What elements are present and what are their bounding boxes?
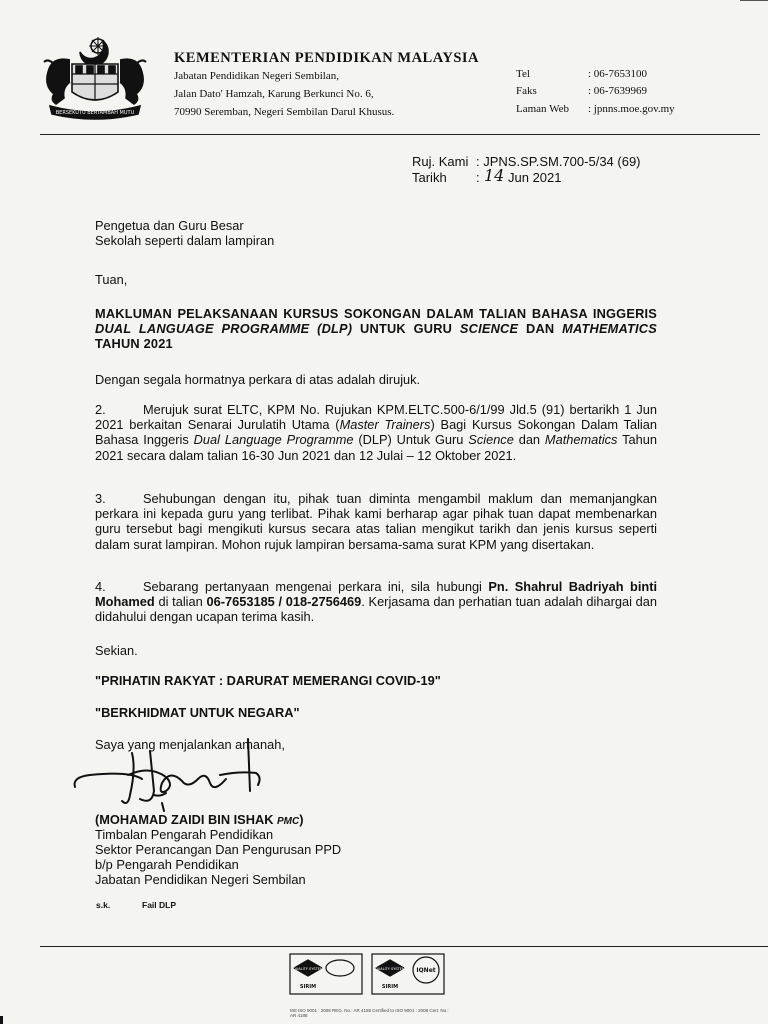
cert-caption: MS ISO 9001 : 2008 REG. No.: AR 4188 Certified to ISO 9001 : 2008 Cert. No.: AR 4188 (290, 1008, 449, 1018)
signatory-name-text: (MOHAMAD ZAIDI BIN ISHAK (95, 812, 277, 827)
paragraph-4-e: . Kerjasama dan perhatian tuan adalah dihargai dan didahului dengan ucapan terima kasih. (95, 594, 657, 625)
cert-text-sirim-1: SIRIM (299, 984, 317, 990)
paragraph-3-number: 3. (95, 491, 106, 506)
paragraph-2 (95, 402, 657, 463)
paragraph-2-b: Master Trainers (339, 417, 431, 433)
subject-part-5: DAN (518, 321, 563, 337)
paragraph-2-f: Science (468, 432, 514, 448)
paragraph-4-c: di talian (154, 594, 207, 610)
subject-heading (95, 306, 657, 352)
website-label: Laman Web (516, 103, 569, 115)
date-month-year: Jun 2021 (508, 170, 562, 185)
tel-label: Tel (516, 68, 530, 80)
paragraph-2-a: Merujuk surat ELTC, KPM No. Rujukan KPM.ELTC.500-6/1/99 Jld.5 (91) bertarikh 1 Jun 2021 berkaitan Senarai Jurulatih Utama ( (95, 402, 657, 433)
reference-label: Ruj. Kami (412, 154, 469, 169)
signatory-title-4: Jabatan Pendidikan Negeri Sembilan (95, 872, 306, 887)
subject-part-7: TAHUN 2021 (95, 336, 173, 352)
crest-motto: BERSEKUTU BERTAMBAH MUTU (55, 110, 135, 116)
salutation: Tuan, (95, 272, 128, 287)
recipient-line-1: Pengetua dan Guru Besar (95, 218, 244, 233)
opening-line: Dengan segala hormatnya perkara di atas adalah dirujuk. (95, 372, 421, 387)
signatory-honorific: PMC (277, 816, 300, 827)
address-line-3: 70990 Seremban, Negeri Sembilan Darul Khusus. (174, 106, 395, 118)
paragraph-2-c: ) Bagi Kursus Sokongan Dalam Talian Bahasa Inggeris (95, 417, 657, 448)
subject-part-2: DUAL LANGUAGE PROGRAMME (DLP) (95, 321, 353, 337)
address-line-1: Jabatan Pendidikan Negeri Sembilan, (174, 70, 339, 82)
paragraph-3 (95, 491, 657, 552)
website-value: : jpnns.moe.gov.my (588, 103, 675, 115)
paragraph-2-i: Tahun 2021 secara dalam talian 16-30 Jun 2021 dan 12 Julai – 12 Oktober 2021. (95, 432, 657, 463)
iso-certification-logos-icon (288, 950, 446, 1012)
recipient-line-2: Sekolah seperti dalam lampiran (95, 233, 275, 248)
cert-text-quality-1: QUALITY SYSTEM (292, 967, 324, 971)
cc-value: Fail DLP (142, 900, 177, 910)
slogan-berkhidmat: "BERKHIDMAT UNTUK NEGARA" (95, 705, 300, 720)
scan-edge-line (740, 0, 768, 1)
scan-edge-mark (0, 1016, 3, 1024)
subject-part-6: MATHEMATICS (562, 321, 657, 337)
signatory-title-3: b/p Pengarah Pendidikan (95, 857, 239, 872)
paragraph-2-g: dan (513, 432, 545, 448)
paragraph-3-text: Sehubungan dengan itu, pihak tuan diminta mengambil maklum dan memanjangkan perkara ini kepada guru yang terlibat. Pihak kami berharap agar pihak tuan dapat membenarkan guru tersebut bagi mengikuti kursus secara atas talian mengikut tarikh dan jenis kursus seperti dalam surat lampiran. Mohon rujuk lampiran bersama-sama surat KPM yang disertakan. (95, 491, 657, 552)
paragraph-2-h: Mathematics (544, 432, 618, 448)
cc-label: s.k. (96, 900, 111, 910)
paragraph-2-e: (DLP) Untuk Guru (353, 432, 469, 448)
paragraph-4 (95, 579, 657, 625)
cert-text-quality-2: QUALITY SYSTEM (374, 967, 406, 971)
subject-part-3: UNTUK GURU (352, 321, 460, 337)
address-line-2: Jalan Dato' Hamzah, Karung Berkunci No. 6, (174, 88, 374, 100)
reference-value: : JPNS.SP.SM.700-5/34 (69) (476, 154, 641, 169)
cert-text-iqnet: IQNet (416, 967, 436, 974)
paragraph-2-number: 2. (95, 402, 106, 417)
fax-value: : 06-7639969 (588, 85, 647, 97)
fax-label: Faks (516, 85, 537, 97)
signatory-title-1: Timbalan Pengarah Pendidikan (95, 827, 274, 842)
paragraph-4-a: Sebarang pertanyaan mengenai perkara ini, sila hubungi (143, 579, 489, 594)
paragraph-4-number: 4. (95, 579, 106, 594)
date-label: Tarikh (412, 170, 447, 185)
header-divider (40, 134, 760, 135)
malaysia-coat-of-arms-icon (40, 34, 150, 122)
footer-divider (40, 946, 768, 947)
paragraph-4-phone: 06-7653185 / 018-2756469 (206, 594, 362, 610)
date-day-handwritten: 14 (484, 166, 505, 185)
signatory-name-close: ) (299, 812, 304, 827)
tel-value: : 06-7653100 (588, 68, 647, 80)
closing: Sekian. (95, 643, 138, 658)
subject-part-4: SCIENCE (459, 321, 519, 337)
trust-line: Saya yang menjalankan amanah, (95, 737, 285, 752)
cert-text-sirim-2: SIRIM (381, 984, 399, 990)
signatory-title-2: Sektor Perancangan Dan Pengurusan PPD (95, 842, 342, 857)
paragraph-4-contact-name: Pn. Shahrul Badriyah binti Mohamed (95, 579, 658, 610)
subject-part-1: MAKLUMAN PELAKSANAAN KURSUS SOKONGAN DALAM TALIAN BAHASA INGGERIS (95, 306, 657, 321)
date-colon: : (476, 170, 480, 185)
slogan-covid: "PRIHATIN RAKYAT : DARURAT MEMERANGI COVID-19" (95, 673, 441, 688)
ministry-name: KEMENTERIAN PENDIDIKAN MALAYSIA (174, 50, 479, 66)
paragraph-2-d: Dual Language Programme (193, 432, 354, 448)
